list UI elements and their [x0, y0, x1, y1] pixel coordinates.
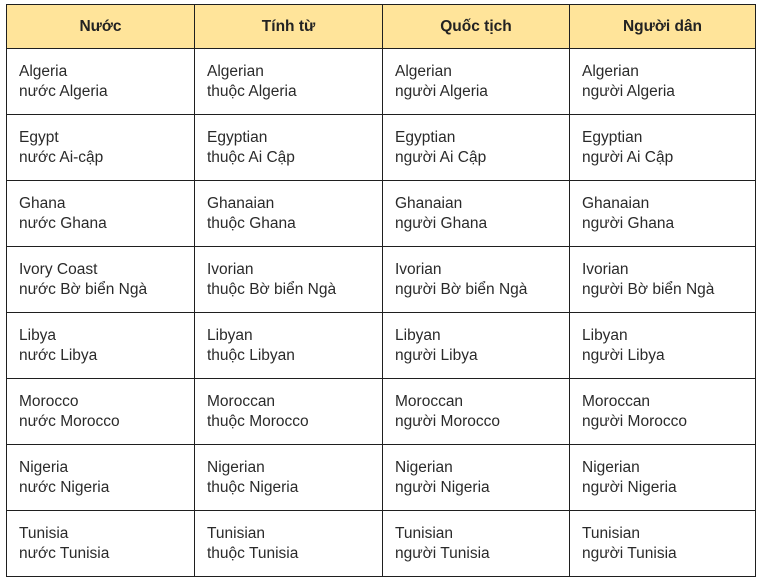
cell-english-text: Algerian: [395, 63, 452, 80]
cell-english-text: Moroccan: [395, 393, 464, 410]
cell-country: [7, 445, 195, 511]
cell-nationality: [383, 115, 570, 181]
cell-nationality: [383, 49, 570, 115]
cell-adjective: [195, 49, 383, 115]
table-row: [7, 313, 756, 379]
header-people: Người dân: [570, 5, 756, 49]
cell-people: [570, 115, 756, 181]
cell-english-text: Tunisian: [207, 525, 266, 542]
cell-vietnamese-text: người Algeria: [395, 82, 488, 100]
cell-vietnamese-text: người Libya: [582, 346, 665, 364]
cell-nationality: [383, 181, 570, 247]
cell-english-text: Egyptian: [395, 129, 456, 146]
cell-vietnamese-text: thuộc Ghana: [207, 214, 296, 232]
cell-english-text: Algerian: [207, 63, 264, 80]
cell-english-text: Libyan: [207, 327, 253, 344]
cell-vietnamese-text: nước Tunisia: [19, 544, 110, 562]
cell-english-text: Nigerian: [582, 459, 640, 476]
cell-vietnamese-text: nước Nigeria: [19, 478, 110, 496]
cell-country: [7, 379, 195, 445]
table-row: [7, 49, 756, 115]
cell-english-text: Ghana: [19, 195, 66, 212]
cell-english-text: Egypt: [19, 129, 59, 146]
cell-nationality: [383, 445, 570, 511]
table-row: [7, 181, 756, 247]
cell-nationality: [383, 247, 570, 313]
cell-people: [570, 181, 756, 247]
table-row: [7, 379, 756, 445]
cell-country: [7, 247, 195, 313]
table-row: [7, 445, 756, 511]
cell-people: [570, 379, 756, 445]
cell-adjective: [195, 445, 383, 511]
cell-english-text: Tunisia: [19, 525, 69, 542]
cell-vietnamese-text: người Morocco: [395, 412, 500, 430]
cell-vietnamese-text: người Bờ biển Ngà: [395, 280, 528, 298]
cell-people: [570, 247, 756, 313]
cell-vietnamese-text: người Algeria: [582, 82, 675, 100]
cell-people: [570, 313, 756, 379]
cell-english-text: Ghanaian: [207, 195, 275, 212]
cell-english-text: Algerian: [582, 63, 639, 80]
cell-nationality: [383, 379, 570, 445]
cell-english-text: Libyan: [395, 327, 441, 344]
cell-vietnamese-text: thuộc Algeria: [207, 82, 297, 100]
cell-vietnamese-text: người Ghana: [395, 214, 488, 232]
cell-english-text: Moroccan: [582, 393, 651, 410]
cell-adjective: [195, 511, 383, 577]
cell-english-text: Libyan: [582, 327, 628, 344]
cell-vietnamese-text: thuộc Morocco: [207, 412, 309, 430]
country-table: [6, 4, 756, 577]
cell-english-text: Algeria: [19, 63, 68, 80]
cell-vietnamese-text: nước Morocco: [19, 412, 120, 430]
table-container: [6, 4, 756, 577]
cell-english-text: Egyptian: [207, 129, 268, 146]
cell-english-text: Moroccan: [207, 393, 276, 410]
cell-english-text: Tunisian: [395, 525, 454, 542]
table-row: [7, 511, 756, 577]
cell-vietnamese-text: nước Libya: [19, 346, 98, 364]
cell-nationality: [383, 313, 570, 379]
cell-people: [570, 445, 756, 511]
cell-vietnamese-text: người Bờ biển Ngà: [582, 280, 715, 298]
cell-adjective: [195, 313, 383, 379]
cell-english-text: Egyptian: [582, 129, 643, 146]
cell-vietnamese-text: thuộc Ai Cập: [207, 148, 295, 166]
cell-english-text: Nigerian: [395, 459, 453, 476]
cell-english-text: Morocco: [19, 393, 79, 410]
cell-nationality: [383, 511, 570, 577]
table-row: [7, 115, 756, 181]
cell-adjective: [195, 181, 383, 247]
cell-vietnamese-text: người Ghana: [582, 214, 675, 232]
cell-vietnamese-text: nước Bờ biển Ngà: [19, 280, 148, 298]
cell-vietnamese-text: nước Ghana: [19, 214, 107, 232]
cell-vietnamese-text: người Morocco: [582, 412, 687, 430]
cell-country: [7, 511, 195, 577]
cell-people: [570, 49, 756, 115]
cell-vietnamese-text: thuộc Bờ biển Ngà: [207, 280, 337, 298]
table-body: [7, 49, 756, 577]
header-row: [7, 5, 756, 49]
cell-english-text: Ivorian: [207, 261, 254, 278]
cell-adjective: [195, 115, 383, 181]
cell-english-text: Ghanaian: [395, 195, 463, 212]
cell-adjective: [195, 247, 383, 313]
cell-vietnamese-text: người Ai Cập: [582, 148, 674, 166]
cell-vietnamese-text: người Tunisia: [395, 544, 490, 562]
cell-country: [7, 115, 195, 181]
cell-vietnamese-text: nước Algeria: [19, 82, 108, 100]
cell-vietnamese-text: thuộc Tunisia: [207, 544, 299, 562]
cell-english-text: Nigerian: [207, 459, 265, 476]
cell-english-text: Ghanaian: [582, 195, 650, 212]
cell-people: [570, 511, 756, 577]
cell-english-text: Ivorian: [395, 261, 442, 278]
cell-country: [7, 313, 195, 379]
cell-vietnamese-text: người Ai Cập: [395, 148, 487, 166]
cell-vietnamese-text: thuộc Libyan: [207, 346, 295, 364]
cell-vietnamese-text: thuộc Nigeria: [207, 478, 299, 496]
cell-vietnamese-text: người Nigeria: [582, 478, 677, 496]
cell-adjective: [195, 379, 383, 445]
cell-english-text: Nigeria: [19, 459, 69, 476]
cell-country: [7, 49, 195, 115]
cell-vietnamese-text: người Libya: [395, 346, 478, 364]
cell-vietnamese-text: nước Ai-cập: [19, 148, 104, 166]
header-nationality: Quốc tịch: [383, 5, 570, 49]
header-country: Nước: [7, 5, 195, 49]
cell-vietnamese-text: người Tunisia: [582, 544, 677, 562]
table-row: [7, 247, 756, 313]
header-adjective: Tính từ: [195, 5, 383, 49]
cell-country: [7, 181, 195, 247]
cell-english-text: Ivory Coast: [19, 261, 98, 278]
cell-english-text: Tunisian: [582, 525, 641, 542]
cell-english-text: Ivorian: [582, 261, 629, 278]
cell-english-text: Libya: [19, 327, 57, 344]
cell-vietnamese-text: người Nigeria: [395, 478, 490, 496]
